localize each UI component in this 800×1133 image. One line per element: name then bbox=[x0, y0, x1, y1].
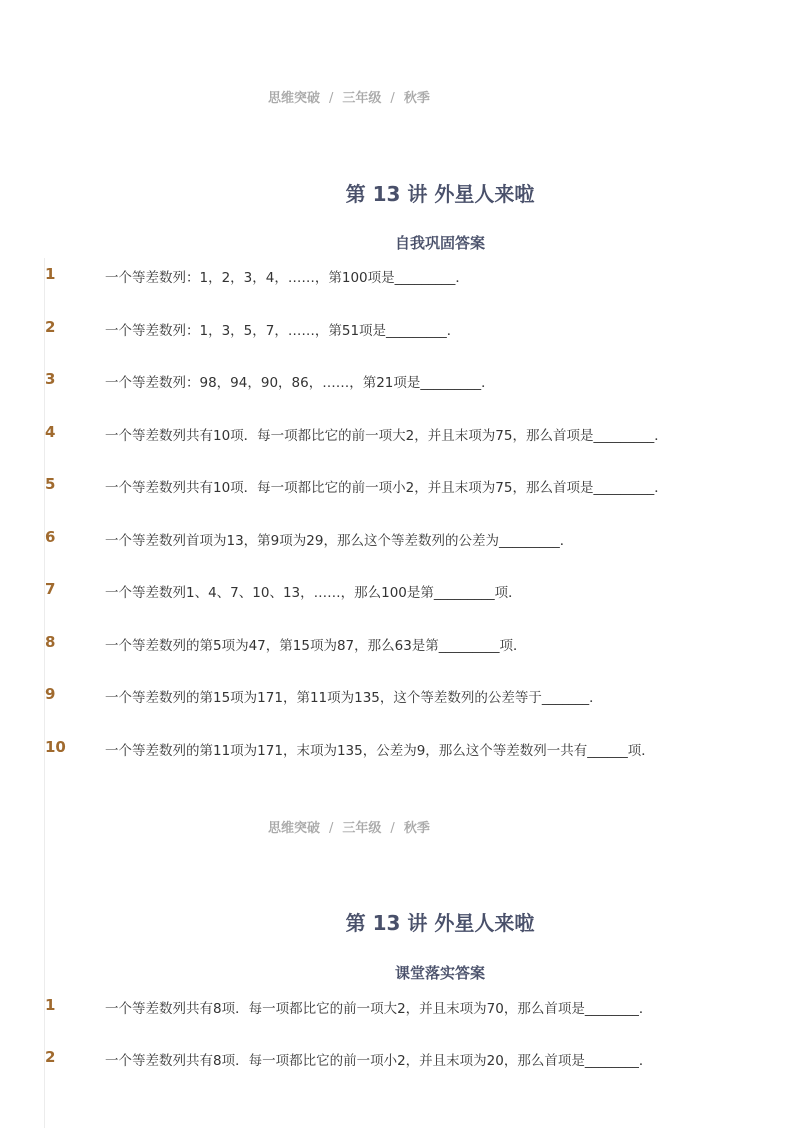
question-number: 9 bbox=[45, 685, 56, 703]
question-number: 2 bbox=[45, 318, 56, 336]
question-text: 一个等差数列的第15项为171，第11项为135，这个等差数列的公差等于_______． bbox=[105, 690, 603, 706]
question-text: 一个等差数列共有10项．每一项都比它的前一项大2，并且末项为75，那么首项是_________． bbox=[105, 428, 668, 444]
question-text: 一个等差数列共有8项．每一项都比它的前一项大2，并且末项为70，那么首项是________． bbox=[105, 1001, 653, 1017]
question-number: 6 bbox=[45, 528, 56, 546]
question-number: 7 bbox=[45, 580, 56, 598]
question-text: 一个等差数列：1，3，5，7，……，第51项是_________． bbox=[105, 323, 461, 339]
breadcrumb-item-course: 思维突破 bbox=[268, 821, 321, 836]
section-title: 自我巩固答案 bbox=[394, 234, 485, 252]
breadcrumb-separator: / bbox=[390, 91, 395, 106]
breadcrumb-item-grade: 三年级 bbox=[342, 91, 382, 106]
lesson-title: 第 13 讲 外星人来啦 bbox=[345, 911, 535, 935]
breadcrumb-separator: / bbox=[329, 91, 334, 106]
breadcrumb-item-term: 秋季 bbox=[403, 821, 430, 836]
breadcrumb-item-term: 秋季 bbox=[403, 91, 430, 106]
question-number: 5 bbox=[45, 475, 56, 493]
question-number: 1 bbox=[45, 996, 56, 1014]
question-text: 一个等差数列：1，2，3，4，……，第100项是_________． bbox=[105, 270, 469, 286]
question-text: 一个等差数列1、4、7、10、13，……，那么100是第_________项． bbox=[105, 585, 522, 601]
section-title: 课堂落实答案 bbox=[394, 964, 485, 982]
question-text: 一个等差数列的第11项为171，末项为135，公差为9，那么这个等差数列一共有______项． bbox=[105, 743, 655, 759]
question-number: 1 bbox=[45, 265, 56, 283]
lesson-title: 第 13 讲 外星人来啦 bbox=[345, 182, 535, 206]
breadcrumb-separator: / bbox=[390, 821, 395, 836]
breadcrumb-item-grade: 三年级 bbox=[342, 821, 382, 836]
breadcrumb-item-course: 思维突破 bbox=[268, 91, 321, 106]
question-text: 一个等差数列共有8项．每一项都比它的前一项小2，并且末项为20，那么首项是________． bbox=[105, 1053, 653, 1069]
question-text: 一个等差数列共有10项．每一项都比它的前一项小2，并且末项为75，那么首项是_________． bbox=[105, 480, 668, 496]
question-number: 3 bbox=[45, 370, 56, 388]
question-text: 一个等差数列的第5项为47，第15项为87，那么63是第_________项． bbox=[105, 638, 527, 654]
question-number: 2 bbox=[45, 1048, 56, 1066]
question-number: 4 bbox=[45, 423, 56, 441]
question-text: 一个等差数列首项为13，第9项为29，那么这个等差数列的公差为_________． bbox=[105, 533, 574, 549]
question-text: 一个等差数列：98，94，90，86，……，第21项是_________． bbox=[105, 375, 495, 391]
breadcrumb bbox=[268, 817, 430, 836]
question-number: 8 bbox=[45, 633, 56, 651]
breadcrumb-separator: / bbox=[329, 821, 334, 836]
breadcrumb bbox=[268, 87, 430, 106]
question-number: 10 bbox=[45, 738, 66, 756]
